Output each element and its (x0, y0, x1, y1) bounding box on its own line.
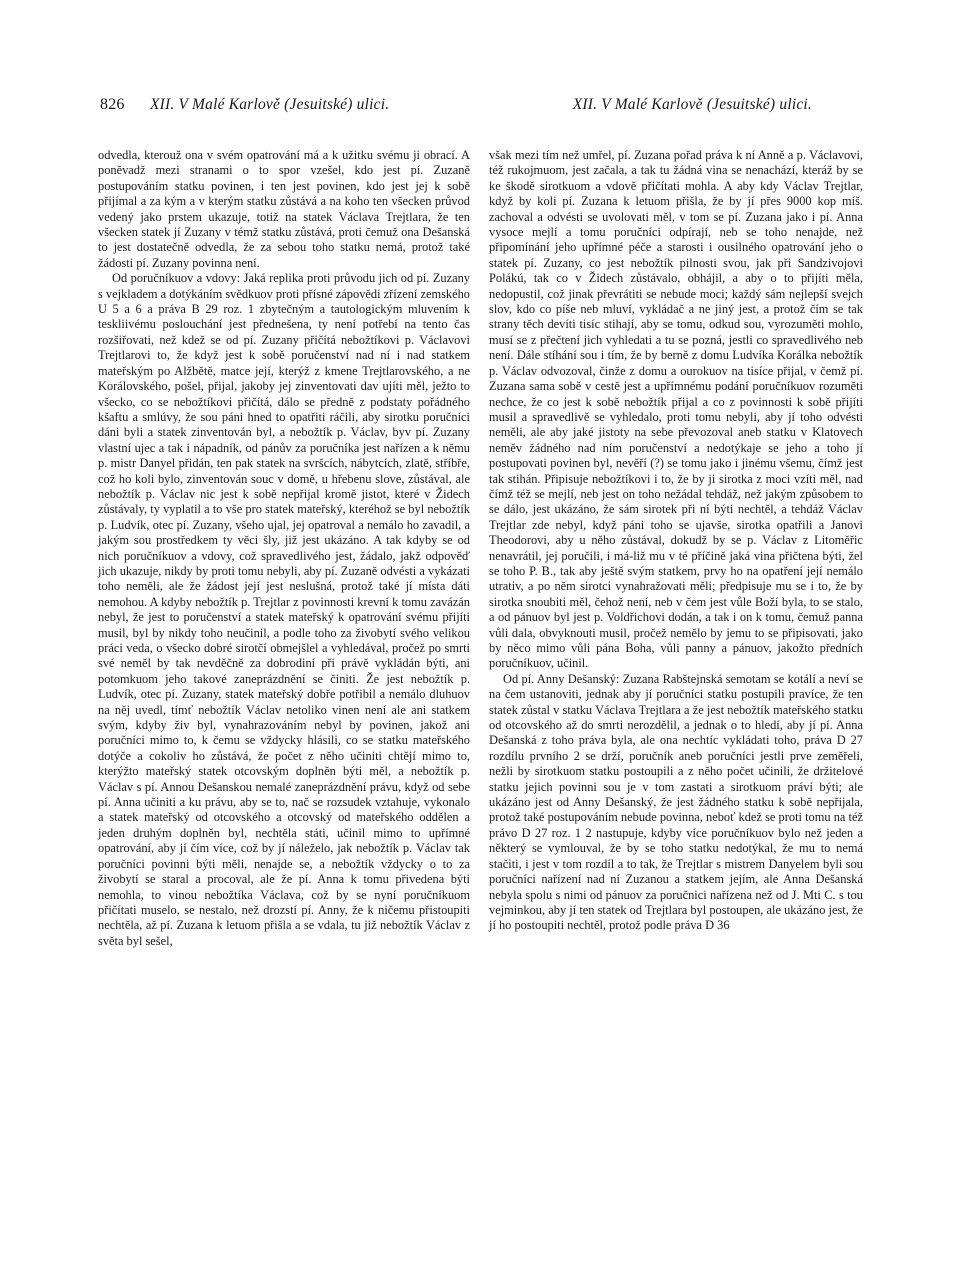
paragraph: však mezi tím než umřel, pí. Zuzana pořad práva k ní Anně a p. Václavovi, též rukojmuom, jest začala, a tak tu žádná vina se nenachází, kteráž by se ke škodě sirotkuom a vdově přičítati mohla. A aby kdy Václav Trejtlar, když by koli pí. Zuzana k letuom přišla, že by jí přes 9000 kop míš. zachoval a odvésti se uvolovati měl, v tom se pí. Zuzana jako i pí. Anna vysoce mejlí a tomu poručníci odpírají, neb se toho nenajde, než připomínání jeho upřímné péče a starosti i ousilného opatrování jeho o statek pí. Zuzany, co jest nebožtík pilnosti svou, jak při Sandzivojovi Polákú, tak co v Židech zůstávalo, obhájil, a aby o to přijíti měla, nedopustil, což jinak převrátiti se nebude moci; každý sám nejlepší svejch slov, kdo co píše neb mluví, vykládač a ne jiný jest, a protož čím se tak strany těch devíti tisíc stihají, aby se tomu, odkud sou, vyrozuměti mohlo, musí se z přečtení jich vyhledati a tu se pozná, jestli co spravedlivého neb není. Dále stíhání sou i tím, že by berně z domu Ludvíka Korálka nebožtík p. Václav odvozoval, činže z domu a ourokuov na tisíce přijal, v čemž pí. Zuzana sama sobě v cestě jest a upřímnému podání poručníkuov rozuměti nechce, že co jest k sobě nebožtík přijal a co z povinnosti k sobě přijíti musil a spravedlivě se vyhledalo, proti tomu nebyli, aby jí toho odvésti neměli, ale aby jaké jistoty na sebe převozoval aneb statku v Klatovech neměv žádného nad ním poručenství a nedotýkaje se jeho a toho jí postupovati povinen byl, nevěří (?) se tomu jako i jinému všemu, čímž jest tak stihán. Připisuje nebožtíkovi i to, že by ji sirotka z moci vzíti měl, nad čímž též se mejlí, neb jest on toho nežádal tehdáž, než jakým způsobem to se dálo, jest ukázáno, že sám sirotek při ní býti nechtěl, a tehdáž Václav Trejtlar zde nebyl, když páni toho se ujavše, sirotka opatřili a Janovi Theodorovi, aby u něho zůstával, dokudž by se p. Václav z Litoměřic nenavrátil, jej poručili, i má-liž mu v té příčině jaká vina přičtena býti, žel se toho P. B., tak aby ještě svým statkem, prvy ho na opatření její nemálo utrativ, a po něm sirotci vynahražovati měli; předpisuje mu se i to, že by sirotka snoubiti měl, čehož není, neb v čem jest vůle Boží byla, to se stalo, a od pánuov byl jest p. Voldřichovi dodán, a tak i on k tomu, čemuž panna vůli dala, obvyknouti musil, pročež nemělo by jemu to se připisovati, jako by něco mimo vůli pána Boha, vůli panny a pánuov, jakožto předních poručníkuov, učinil. (489, 148, 863, 671)
paragraph: odvedla, kterouž ona v svém opatrování má a k užitku svému ji obrací. A poněvadž mezi stranami o to spor vzešel, kdo jest pí. Zuzaně postupováním statku povinen, i ten jest povinen, kdo jest jej k sobě přijímal a za kým a v kterým statku zůstává a na koho ten všecken průvod vedený jako prstem ukazuje, totiž na statek Václava Trejtlara, že ten všecken statek jí Zuzany v témž statku zůstává, proti čemuž ona Dešanská to jest dostatečně odvedla, že za sebou toho statku nemá, protož také žádosti pí. Zuzany povinna není. (98, 148, 470, 270)
right-column (489, 148, 863, 934)
running-title-right: XII. V Malé Karlově (Jesuitské) ulici. (572, 96, 812, 113)
paragraph: Od poručníkuov a vdovy: Jaká replika proti průvodu jich od pí. Zuzany s vejkladem a dotýkáním svědkuov proti přísné zápovědi zřízení zemského U 5 a 6 a práva B 29 roz. 1 zbytečným a tautologickým mluvením k teskliivému poslouchání jest přednešena, ty není potřebí na tento čas rozšiřovati, než kdež se od pí. Zuzany přičítá nebožtíkovi p. Václavovi Trejtlarovi to, že když jest k sobě poručenství nad ní i nad statkem mateřským po Alžbětě, matce její, kterýž z kmene Trejtlarovského, a ne Korálovského, pošel, přijal, jakoby jej zinventovati dav ujíti měl, ježto to všecko, co se nebožtíkovi přičítá, dálo se předně z podstaty pořádného kšaftu a smlúvy, že sou páni hned to opatřiti ráčili, aby sirotku poručníci dáni byli a statek zinventován byl, a nebožtík p. Václav, byv pí. Zuzany vlastní ujec a tak i nápadník, od pánův za poručníka jest nařízen a k němu p. mistr Danyel přidán, ten pak statek na svršcích, nábytcích, zlatě, stříbře, což ho koli bylo, zinventován souc v domě, u hřebenu slove, zůstával, ale nebožtík p. Václav nic jest k sobě nepřijal kromě jistot, které v Židech zůstávaly, ty vyplatil a to vše pro statek mateřský, kteréhož se byl nebožtík p. Ludvík, otec pí. Zuzany, všeho ujal, jej opatroval a nemálo ho zavadil, a jakým sou prostředkem ty věci šly, již jest ukázáno. A tak kdyby se od nich poručníkuov a vdovy, což spravedlivého jest, žádalo, jakž odpověď jich ukazuje, nikdy by proti tomu nebyli, aby pí. Zuzaně odvésti a vykázati toho neměli, ale že žádost její jest neslušná, protož také jí místa dáti nemohou. A kdyby nebožtík p. Trejtlar z povinnosti krevní k tomu zavázán nebyl, že jest to poručenství a statek mateřský k opatrování svému přijíti musil, byl by nikdy toho neučinil, a podle toho za živobytí svého velikou práci veda, o všecko dobré sirotčí obmejšlel a vyhledával, pročež po smrti své neměl by tak nevděčně za dobrodiní při právě vykládán býti, ani potomkuom jeho takové zaneprázdnění se činiti. Že jest nebožtík p. Ludvík, otec pí. Zuzany, statek mateřský dobře potřibil a nemálo dluhuov na něj uvedl, tímť nebožtík Václav netoliko vinen není ale ani statkem svým, kdyby živ byl, vynahrazováním nebyl by povinen, jakož ani poručníci mimo to, k čemu se vždycky hlásili, co se statku mateřského dotýče a cokoliv ho zůstává, že počet z něho učiniti chtějí mimo to, kterýžto mateřský statek otcovským doplněn býti měl, a nebožtík p. Václav s pí. Annou Dešanskou nemalé zaneprázdnění právu, když od sebe pí. Anna učiniti a ku právu, aby se to, nač se rozsudek vztahuje, vykonalo a statek mateřský od otcovského a otcovský od mateřského oddělen a jeden druhým doplněn byl, nechtěla státi, učinil mimo to upřímné opatrování, aby jí čím více, což by jí náleželo, jak nebožtík p. Václav tak poručníci povinni býti měli, nenajde se, a nebožtík vždycky o to za živobytí se staral a procoval, ale že pí. Anna k tomu přivedena býti nemohla, to vinou nebožtíka Václava, což by se nyní poručníkuom přičítati muselo, se nestalo, než drozstí pí. Anny, že k ničemu přistoupiti nechtěla, až pí. Zuzana k letuom přišla a se vdala, tu již nebožtík Václav z světa byl sešel, (98, 271, 470, 948)
running-header (100, 96, 812, 120)
left-column (98, 148, 470, 949)
paragraph: Od pí. Anny Dešanský: Zuzana Rabštejnská semotam se kotálí a neví se na čem ustanoviti, jednak aby jí poručníci statku postupili pravíce, že ten statek zůstal v statku Václava Trejtlara a že jest nebožtík mateřského statku od otcovského až do smrti nerozdělil, a jednak o to hledí, aby jí pí. Anna Dešanská z toho práva byla, ale ona nechtíc vykládati toho, práva D 27 rozdílu prvního 2 se drží, poručník aneb poručníci jestli prve zeměřeli, nežli by sirotkuom statku postoupili a z něho počet učinili, že držitelové statku jejich povinni sou je v tom zastati a sirotkuom práví býti; ale ukázáno jest od Anny Dešanský, že jest žádného statku k sobě nepřijala, protož také postupováním nebude povinna, neboť kdež se proti tomu na též právo D 27 roz. 1 2 nastupuje, kdyby více poručníkuov bylo než jeden a některý se vymlouval, že by se toho statku nedotýkal, že mu to nemá stačiti, i jest v tom rozdíl a to tak, že Trejtlar s mistrem Danyelem byli sou poručníci nařízení nad ní Zuzanou a statkem jejím, ale Anna Dešanská nebyla spolu s nimi od pánuov za poručnici nařízena než od J. Mti C. s tou vejminkou, aby jí ten statek od Trejtlara byl postoupen, ale ukázáno jest, že jí ho postoupiti nechtěl, protož podle práva D 36 (489, 671, 863, 933)
page-number: 826 (100, 96, 125, 113)
running-title-left: XII. V Malé Karlově (Jesuitské) ulici. (150, 96, 390, 113)
